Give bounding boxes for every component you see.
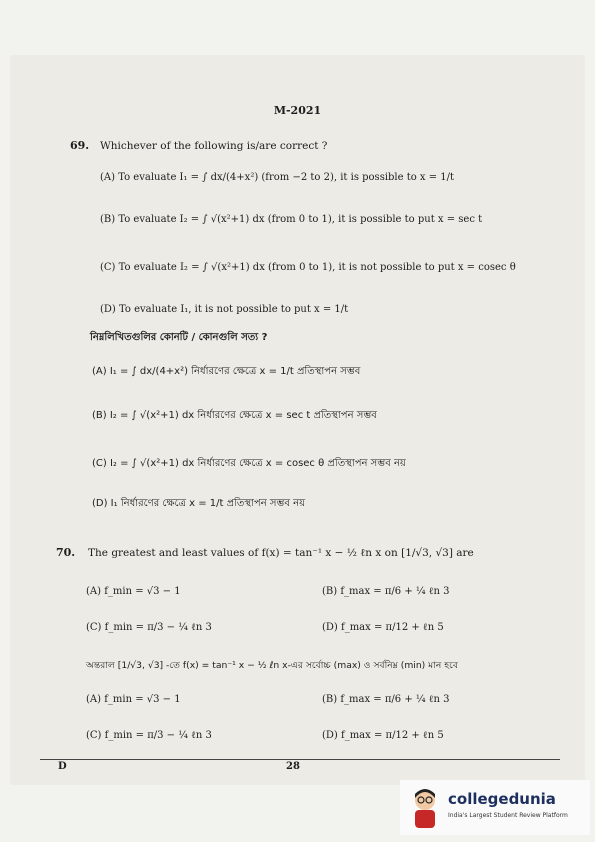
q69-option-d: (D) To evaluate I₁, it is not possible to put x = 1/t (100, 304, 349, 315)
question-69-text: Whichever of the following is/are correct ? (100, 140, 328, 152)
mascot-icon (406, 786, 444, 830)
question-70-number: 70. (56, 546, 76, 559)
question-69-number: 69. (70, 139, 90, 152)
q70-option-c: (C) f_min = π/3 − ¼ ℓn 3 (86, 622, 212, 633)
footer-rule (40, 759, 560, 760)
paper-code: M-2021 (273, 104, 322, 117)
collegedunia-logo (400, 780, 590, 835)
footer-code: D (58, 761, 67, 772)
q70-option-a: (A) f_min = √3 − 1 (86, 586, 181, 597)
q70-bengali-option-a: (A) f_min = √3 − 1 (86, 694, 181, 705)
q69-bengali-option-b: (B) I₂ = ∫ √(x²+1) dx নির্ধারণের ক্ষেত্রে x = sec t প্রতিস্থাপন সম্ভব (92, 410, 377, 421)
q69-option-a: (A) To evaluate I₁ = ∫ dx/(4+x²) (from −2 to 2), it is possible to x = 1/t (100, 172, 455, 183)
q69-bengali-text: নিম্নলিখিতগুলির কোনটি / কোনগুলি সত্য ? (90, 332, 268, 343)
q69-bengali-option-c: (C) I₂ = ∫ √(x²+1) dx নির্ধারণের ক্ষেত্রে x = cosec θ প্রতিস্থাপন সম্ভব নয় (92, 458, 406, 469)
q69-option-b: (B) To evaluate I₂ = ∫ √(x²+1) dx (from 0 to 1), it is possible to put x = sec t (100, 214, 483, 225)
q70-bengali-text: অন্তরাল [1/√3, √3] -তে f(x) = tan⁻¹ x − ½ ℓn x-এর সর্বোচ্চ (max) ও সর্বনিম্ন (min) মান হবে (86, 660, 458, 671)
q69-bengali-option-d: (D) I₁ নির্ধারণের ক্ষেত্রে x = 1/t প্রতিস্থাপন সম্ভব নয় (92, 498, 305, 509)
q70-option-d: (D) f_max = π/12 + ℓn 5 (322, 622, 444, 633)
q70-bengali-option-c: (C) f_min = π/3 − ¼ ℓn 3 (86, 730, 212, 741)
q70-option-b: (B) f_max = π/6 + ¼ ℓn 3 (322, 586, 450, 597)
logo-name: collegedunia (448, 790, 556, 808)
q70-bengali-option-d: (D) f_max = π/12 + ℓn 5 (322, 730, 444, 741)
page-number: 28 (286, 761, 300, 772)
q69-bengali-option-a: (A) I₁ = ∫ dх/(4+x²) নির্ধারণের ক্ষেত্রে x = 1/t প্রতিস্থাপন সম্ভব (92, 366, 361, 377)
q69-option-c: (C) To evaluate I₂ = ∫ √(x²+1) dx (from 0 to 1), it is not possible to put x = cosec θ (100, 262, 516, 273)
question-70-text: The greatest and least values of f(x) = tan⁻¹ x − ½ ℓn x on [1/√3, √3] are (88, 547, 474, 559)
q70-bengali-option-b: (B) f_max = π/6 + ¼ ℓn 3 (322, 694, 450, 705)
logo-tagline: India's Largest Student Review Platform (448, 812, 568, 819)
